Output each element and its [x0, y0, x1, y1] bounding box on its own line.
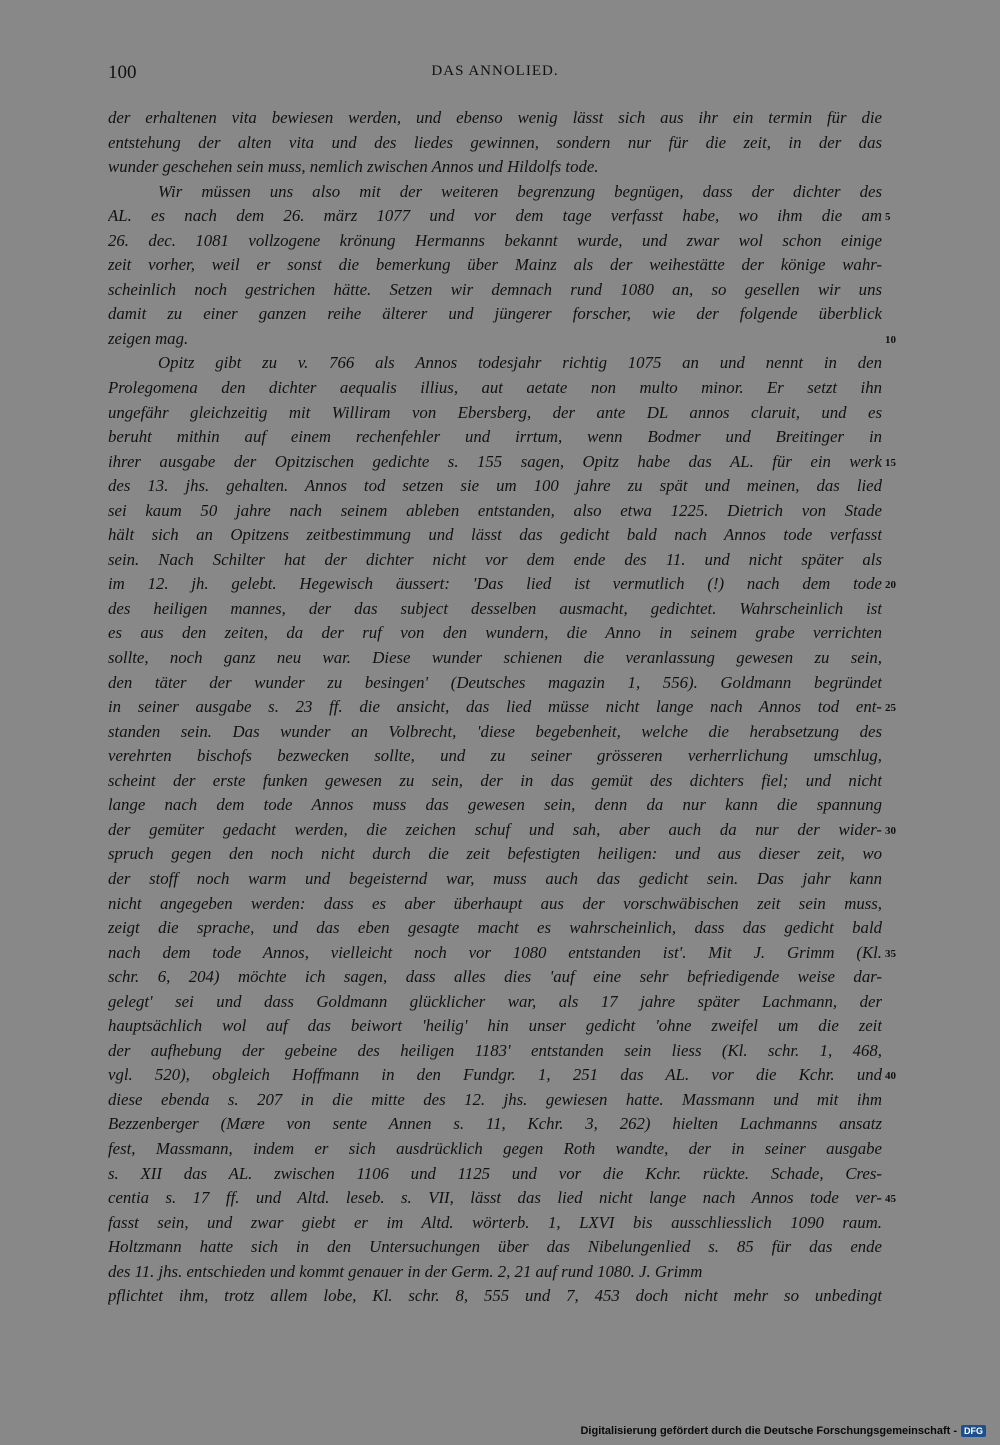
- text-line: scheinlich noch gestrichen hätte. Setzen wir demnach rund 1080 an, so gesellen wir uns: [108, 279, 882, 299]
- text-line: Opitz gibt zu v. 766 als Annos todesjahr richtig 1075 an und nennt in den: [158, 353, 882, 373]
- text-line: wunder geschehen sein muss, nemlich zwischen Annos und Hildolfs tode.: [108, 157, 599, 177]
- text-line: nicht angegeben werden: dass es aber überhaupt aus der vorschwäbischen zeit sein muss,: [108, 893, 882, 913]
- text-line: AL. es nach dem 26. märz 1077 und vor dem tage verfasst habe, wo ihm die am: [108, 206, 882, 226]
- text-line: der aufhebung der gebeine des heiligen 1183' entstanden sein liess (Kl. schr. 1, 468,: [108, 1040, 882, 1060]
- text-line: im 12. jh. gelebt. Hegewisch äussert: 'Das lied ist vermutlich (!) nach dem tode: [108, 574, 882, 594]
- text-line: s. XII das AL. zwischen 1106 und 1125 und vor die Kchr. rückte. Schade, Cres-: [108, 1163, 882, 1183]
- text-line: der gemüter gedacht werden, die zeichen schuf und sah, aber auch da nur der wider-: [108, 819, 882, 839]
- footer-text: Digitalisierung gefördert durch die Deutsche Forschungsgemeinschaft -: [580, 1425, 957, 1437]
- text-line: hauptsächlich wol auf das beiwort 'heilig' hin unser gedicht 'ohne zweifel um die zeit: [108, 1016, 882, 1036]
- margin-line-number: 20: [885, 579, 896, 592]
- text-line: des 13. jhs. gehalten. Annos tod setzen sie um 100 jahre zu spät und meinen, das lied: [108, 476, 882, 496]
- text-line: beruht mithin auf einem rechenfehler und irrtum, wenn Bodmer und Breitinger in: [108, 427, 882, 447]
- text-line: den täter der wunder zu besingen' (Deutsches magazin 1, 556). Goldmann begründet: [108, 672, 882, 692]
- text-line: standen sein. Das wunder an Volbrecht, 'diese begebenheit, welche die herabsetzung des: [108, 721, 882, 741]
- text-line: zeigt die sprache, und das eben gesagte macht es wahrscheinlich, dass das gedicht bald: [108, 918, 882, 938]
- text-line: gelegt' sei und dass Goldmann glücklicher war, als 17 jahre später Lachmann, der: [108, 991, 882, 1011]
- margin-line-number: 35: [885, 947, 896, 960]
- text-line: sollte, noch ganz neu war. Diese wunder schienen die veranlassung gewesen zu sein,: [108, 648, 882, 668]
- text-line: sein. Nach Schilter hat der dichter nicht vor dem ende des 11. und nicht später als: [108, 549, 882, 569]
- text-line: es aus den zeiten, da der ruf von den wundern, die Anno in seinem grabe verrichten: [108, 623, 882, 643]
- text-line: des 11. jhs. entschieden und kommt genauer in der Germ. 2, 21 auf rund 1080. J. Grimm: [108, 1261, 703, 1281]
- margin-line-number: 5: [885, 211, 891, 224]
- text-line: fasst sein, und zwar giebt er im Altd. wörterb. 1, LXVI bis ausschliesslich 1090 raum.: [108, 1212, 882, 1232]
- text-line: sei kaum 50 jahre nach seinem ableben entstanden, also etwa 1225. Dietrich von Stade: [108, 500, 882, 520]
- body-text: [108, 106, 882, 1309]
- margin-line-number: 30: [885, 824, 896, 837]
- text-line: centia s. 17 ff. und Altd. leseb. s. VII, lässt das lied nicht lange nach Annos tode ver-: [108, 1188, 882, 1208]
- text-line: pflichtet ihm, trotz allem lobe, Kl. schr. 8, 555 und 7, 453 doch nicht mehr so unbedingt: [108, 1286, 882, 1306]
- text-line: Bezzenberger (Mære von sente Annen s. 11, Kchr. 3, 262) hielten Lachmanns ansatz: [108, 1114, 882, 1134]
- text-line: spruch gegen den noch nicht durch die zeit befestigten heiligen: und aus dieser zeit, wo: [108, 844, 882, 864]
- margin-line-number: 15: [885, 456, 896, 469]
- text-line: Wir müssen uns also mit der weiteren begrenzung begnügen, dass der dichter des: [158, 181, 882, 201]
- margin-line-number: 40: [885, 1070, 896, 1083]
- text-line: der erhaltenen vita bewiesen werden, und ebenso wenig lässt sich aus ihr ein termin für die: [108, 108, 882, 127]
- text-line: ihrer ausgabe der Opitzischen gedichte s. 155 sagen, Opitz habe das AL. für ein werk: [108, 451, 882, 471]
- text-line: fest, Massmann, indem er sich ausdrücklich gegen Roth wandte, der in seiner ausgabe: [108, 1138, 882, 1158]
- running-title: DAS ANNOLIED.: [431, 63, 559, 79]
- text-line: 26. dec. 1081 vollzogene krönung Hermanns bekannt wurde, und zwar wol schon einige: [108, 230, 882, 250]
- text-line: damit zu einer ganzen reihe älterer und jüngerer forscher, wie der folgende überblick: [108, 304, 882, 324]
- margin-line-number: 10: [885, 333, 896, 346]
- text-line: diese ebenda s. 207 in die mitte des 12. jhs. gewiesen hatte. Massmann und mit ihm: [108, 1089, 882, 1109]
- text-line: vgl. 520), obgleich Hoffmann in den Fundgr. 1, 251 das AL. vor die Kchr. und: [108, 1065, 882, 1085]
- text-line: scheint der erste funken gewesen zu sein, der in das gemüt des dichters fiel; und nicht: [108, 770, 882, 790]
- margin-line-number: 25: [885, 702, 896, 715]
- text-line: der stoff noch warm und begeisternd war, muss auch das gedicht sein. Das jahr kann: [108, 868, 882, 888]
- text-line: nach dem tode Annos, vielleicht noch vor 1080 entstanden ist'. Mit J. Grimm (Kl.: [108, 942, 882, 962]
- text-line: ungefähr gleichzeitig mit Williram von Ebersberg, der ante DL annos claruit, und es: [108, 402, 882, 422]
- margin-line-number: 45: [885, 1193, 896, 1206]
- text-line: hält sich an Opitzens zeitbestimmung und lässt das gedicht bald nach Annos tode verfasst: [108, 525, 882, 545]
- text-line: lange nach dem tode Annos muss das gewesen sein, denn da nur kann die spannung: [108, 795, 882, 815]
- text-line: in seiner ausgabe s. 23 ff. die ansicht, das lied müsse nicht lange nach Annos tod ent-: [108, 697, 882, 717]
- dfg-logo-icon: DFG: [961, 1425, 986, 1437]
- text-line: Holtzmann hatte sich in den Untersuchungen über das Nibelungenlied s. 85 für das ende: [108, 1237, 882, 1257]
- text-line: zeigen mag.: [108, 328, 189, 348]
- page-number: 100: [108, 62, 137, 83]
- text-line: zeit vorher, weil er sonst die bemerkung über Mainz als der weihestätte der könige wahr-: [108, 255, 882, 275]
- text-line: Prolegomena den dichter aequalis illius, aut aetate non multo minor. Er setzt ihn: [108, 378, 882, 398]
- text-line: des heiligen mannes, der das subject desselben ausmacht, gedichtet. Wahrscheinlich ist: [108, 598, 882, 618]
- text-line: entstehung der alten vita und des liedes gewinnen, sondern nur für die zeit, in der das: [108, 132, 882, 152]
- footer-credit: [580, 1425, 986, 1437]
- text-line: schr. 6, 204) möchte ich sagen, dass alles dies 'auf eine sehr befriedigende weise dar-: [108, 967, 882, 987]
- page-header: [108, 62, 882, 86]
- text-line: verehrten bischofs bezwecken sollte, und zu seiner grösseren verherrlichung umschlug,: [108, 746, 882, 766]
